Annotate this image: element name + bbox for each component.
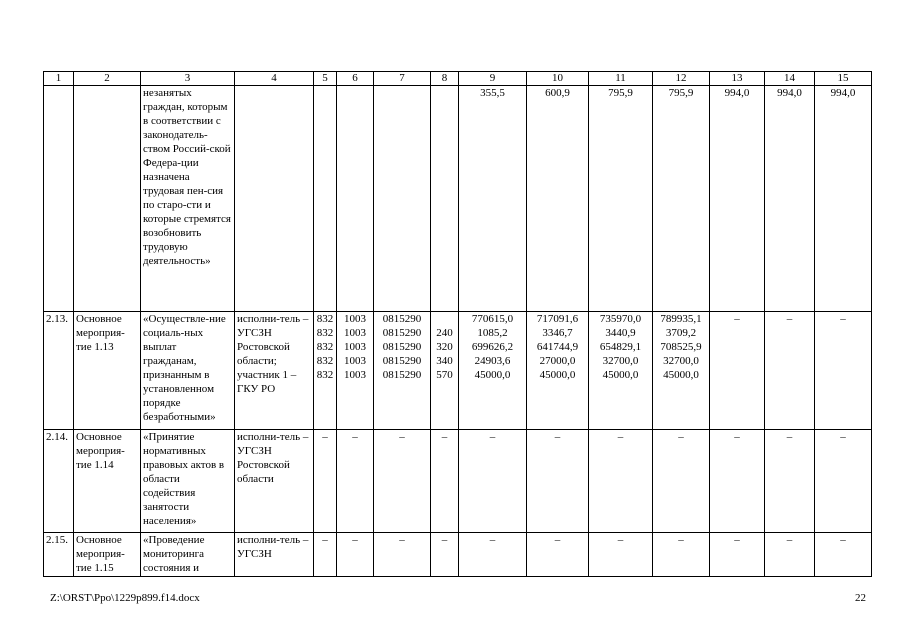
value-col15: –: [815, 312, 872, 430]
item-number: 2.14.: [44, 430, 74, 533]
value-col15: 994,0: [815, 86, 872, 312]
value-col12: –: [653, 533, 710, 577]
section-code: 1003 1003 1003 1003 1003: [337, 312, 374, 430]
value-col11: 735970,0 3440,9 654829,1 32700,0 45000,0: [589, 312, 653, 430]
column-number: 14: [765, 72, 815, 86]
item-description: «Проведение мониторинга состояния и: [141, 533, 235, 577]
target-code: –: [374, 430, 431, 533]
value-col11: –: [589, 430, 653, 533]
table-row: [44, 533, 872, 577]
section-code: –: [337, 430, 374, 533]
table-row: [44, 86, 872, 312]
item-executor: [235, 86, 314, 312]
value-col12: –: [653, 430, 710, 533]
value-col9: 355,5: [459, 86, 527, 312]
value-col15: –: [815, 533, 872, 577]
item-number: 2.15.: [44, 533, 74, 577]
column-number: 11: [589, 72, 653, 86]
value-col10: –: [527, 533, 589, 577]
value-col14: –: [765, 430, 815, 533]
column-number: 13: [710, 72, 765, 86]
item-executor: исполни-тель – УГСЗН: [235, 533, 314, 577]
item-type: Основное мероприя-тие 1.13: [74, 312, 141, 430]
expense-code: –: [431, 533, 459, 577]
item-executor: исполни-тель – УГСЗН Ростовской области: [235, 430, 314, 533]
section-code: –: [337, 533, 374, 577]
item-description: «Принятие нормативных правовых актов в области содействия занятости населения»: [141, 430, 235, 533]
item-number: 2.13.: [44, 312, 74, 430]
value-col14: –: [765, 533, 815, 577]
value-col13: –: [710, 533, 765, 577]
value-col9: –: [459, 533, 527, 577]
column-number: 12: [653, 72, 710, 86]
column-number: 10: [527, 72, 589, 86]
value-col10: –: [527, 430, 589, 533]
value-col9: –: [459, 430, 527, 533]
item-type: Основное мероприя-тие 1.14: [74, 430, 141, 533]
column-number: 5: [314, 72, 337, 86]
column-number: 9: [459, 72, 527, 86]
value-col12: 795,9: [653, 86, 710, 312]
item-description: «Осуществле-ние социаль-ных выплат гражданам, признанным в установленном порядке безработными»: [141, 312, 235, 430]
value-col13: –: [710, 430, 765, 533]
value-col10: 717091,6 3346,7 641744,9 27000,0 45000,0: [527, 312, 589, 430]
value-col14: –: [765, 312, 815, 430]
value-col11: 795,9: [589, 86, 653, 312]
grbs-code: [314, 86, 337, 312]
target-code: 0815290 0815290 0815290 0815290 0815290: [374, 312, 431, 430]
item-type: Основное мероприя-тие 1.15: [74, 533, 141, 577]
item-type: [74, 86, 141, 312]
item-description: незанятых граждан, которым в соответствии с законодатель-ством Россий-ской Федера-ции назначена трудовая пен-сия по старо-сти и которые стремятся возобновить трудовую деятельность»: [141, 86, 235, 312]
table-row: [44, 312, 872, 430]
value-col10: 600,9: [527, 86, 589, 312]
item-executor: исполни-тель – УГСЗН Ростовской области; участник 1 – ГКУ РО: [235, 312, 314, 430]
expense-code: 240 320 340 570: [431, 312, 459, 430]
value-col9: 770615,0 1085,2 699626,2 24903,6 45000,0: [459, 312, 527, 430]
grbs-code: –: [314, 533, 337, 577]
column-number: 7: [374, 72, 431, 86]
column-number-row: [44, 72, 872, 86]
column-number: 4: [235, 72, 314, 86]
section-code: [337, 86, 374, 312]
target-code: [374, 86, 431, 312]
column-number: 1: [44, 72, 74, 86]
value-col13: 994,0: [710, 86, 765, 312]
table-row: [44, 430, 872, 533]
expense-code: [431, 86, 459, 312]
column-number: 15: [815, 72, 872, 86]
item-number: [44, 86, 74, 312]
program-table: [43, 71, 872, 577]
column-number: 6: [337, 72, 374, 86]
value-col11: –: [589, 533, 653, 577]
column-number: 8: [431, 72, 459, 86]
expense-code: –: [431, 430, 459, 533]
value-col14: 994,0: [765, 86, 815, 312]
value-col13: –: [710, 312, 765, 430]
file-path: Z:\ORST\Ppo\1229p899.f14.docx: [50, 592, 200, 604]
grbs-code: 832 832 832 832 832: [314, 312, 337, 430]
value-col15: –: [815, 430, 872, 533]
column-number: 2: [74, 72, 141, 86]
page-number: 22: [855, 592, 866, 604]
grbs-code: –: [314, 430, 337, 533]
column-number: 3: [141, 72, 235, 86]
target-code: –: [374, 533, 431, 577]
value-col12: 789935,1 3709,2 708525,9 32700,0 45000,0: [653, 312, 710, 430]
